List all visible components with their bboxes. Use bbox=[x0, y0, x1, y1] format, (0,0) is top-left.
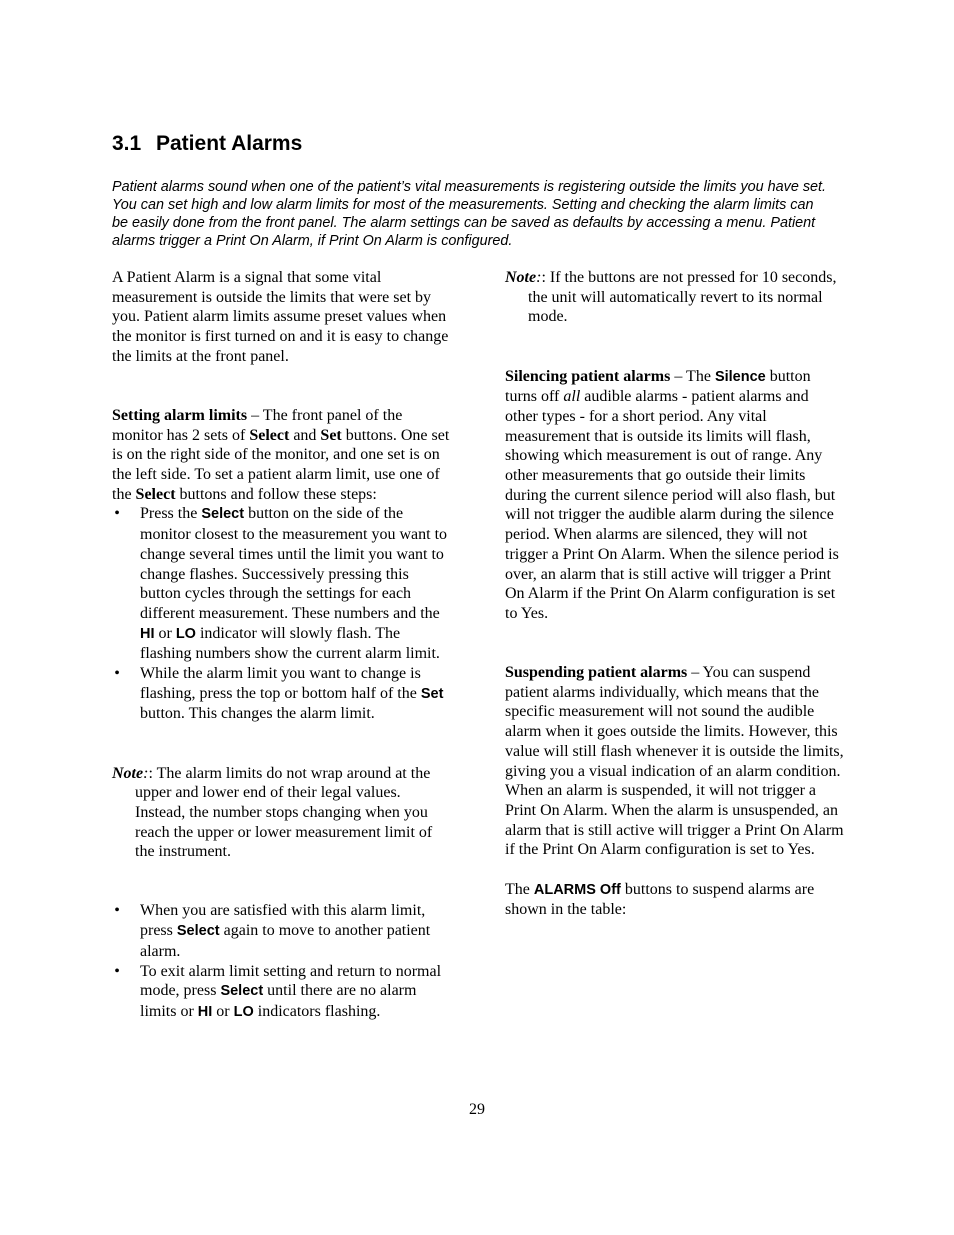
select-term: Select bbox=[249, 426, 290, 444]
intro-paragraph: Patient alarms sound when one of the patient’s vital measurements is registering outside the limits you have set. You can set high and low alarm limits for most of the measurements. Setting and checking the alarm limits can be easily done from the front panel. The alarm settings can be saved as defaults by accessing a menu. Patient alarms trigger a Print On Alarm, if Print On Alarm is configured. bbox=[112, 179, 827, 249]
timeout-note: Note:: If the buttons are not pressed for 10 seconds, the unit will automatically revert to its normal mode. bbox=[505, 269, 837, 326]
list-item: • While the alarm limit you want to change is flashing, press the top or bottom half of the Set button. This changes the alarm limit. bbox=[112, 664, 452, 724]
alarms-off-paragraph: The ALARMS Off buttons to suspend alarms are shown in the table: bbox=[505, 880, 815, 919]
select-term: Select bbox=[135, 485, 176, 503]
wrap-around-note: Note:: The alarm limits do not wrap around at the upper and lower end of their legal values. Instead, the number stops changing when you reach the upper or lower measurement limit of the instrument. bbox=[112, 764, 433, 861]
patient-alarm-definition: A Patient Alarm is a signal that some vital measurement is outside the limits that were set by you. Patient alarm limits assume preset values when the monitor is first turned on and it is easy to change the limits at the front panel. bbox=[112, 269, 449, 365]
exit-steps-list bbox=[112, 901, 452, 1022]
setting-steps-list bbox=[112, 504, 452, 724]
bullet-icon: • bbox=[114, 962, 120, 980]
setting-alarm-limits-title: Setting alarm limits bbox=[112, 406, 248, 424]
lo-indicator-label: LO bbox=[175, 625, 196, 642]
note-label: Note bbox=[112, 764, 144, 782]
bullet-icon: • bbox=[114, 665, 120, 683]
suspending-title: Suspending patient alarms bbox=[505, 664, 688, 682]
select-button-label: Select bbox=[220, 983, 264, 1000]
set-term: Set bbox=[320, 426, 342, 444]
list-item: • Press the Select button on the side of the monitor closest to the measurement you want to change several times until the limit you want to change flashes. Successively pressing this button cycles through the settings for each different measurement. These numbers and the HI or LO indicator will slowly flash. The flashing numbers show the current alarm limit. bbox=[112, 504, 452, 664]
all-emphasis: all bbox=[563, 388, 581, 406]
note-label: Note bbox=[505, 269, 537, 286]
right-column bbox=[505, 268, 845, 920]
select-button-label: Select bbox=[201, 506, 245, 523]
lo-indicator-label: LO bbox=[233, 1003, 254, 1020]
silence-button-label: Silence bbox=[714, 368, 766, 385]
alarms-off-button-label: ALARMS Off bbox=[533, 881, 621, 898]
page-number: 29 bbox=[469, 1101, 485, 1118]
setting-alarm-limits-paragraph: Setting alarm limits – The front panel of the monitor has 2 sets of Select and Set buttons. One set is on the right side of the monitor, and one set is on the left side. To set a patient alarm limit, use one of the Select buttons and follow these steps: bbox=[112, 406, 450, 503]
bullet-icon: • bbox=[114, 902, 120, 920]
left-column bbox=[112, 268, 452, 1023]
bullet-icon: • bbox=[114, 505, 120, 523]
select-button-label: Select bbox=[176, 923, 220, 940]
silencing-paragraph: Silencing patient alarms – The Silence button turns off all audible alarms - patient alarms and other types - for a short period. Any vital measurement that is outside its limits will flash, showing which measurement is out of range. Any other measurements that go outside their limits during the current silence period will also flash, but will not trigger the audible alarm during the silence period. When alarms are silenced, they will not trigger a Print On Alarm. When the silence period is over, an alarm that is still active will trigger a Print On Alarm if the Print On Alarm configuration is set to Yes. bbox=[505, 367, 839, 622]
section-heading bbox=[112, 130, 302, 158]
hi-indicator-label: HI bbox=[197, 1003, 213, 1020]
list-item: • When you are satisfied with this alarm limit, press Select again to move to another patient alarm. bbox=[112, 901, 452, 961]
section-number: 3.1 bbox=[112, 132, 142, 155]
set-button-label: Set bbox=[420, 685, 444, 702]
silencing-title: Silencing patient alarms bbox=[505, 367, 671, 385]
hi-indicator-label: HI bbox=[140, 625, 155, 642]
list-item: • To exit alarm limit setting and return to normal mode, press Select until there are no alarm limits or HI or LO indicators flashing. bbox=[112, 962, 452, 1023]
section-title: Patient Alarms bbox=[156, 132, 303, 155]
suspending-paragraph: Suspending patient alarms – You can suspend patient alarms individually, which means that the specific measurement will not sound the audible alarm when it goes outside the limits. However, this value will still flash whenever it is outside the limits, giving you a visual indication of an alarm condition. When an alarm is suspended, it will not trigger a Print On Alarm. When the alarm is unsuspended, an alarm that is still active will trigger a Print On Alarm if the Print On Alarm configuration is set to Yes. bbox=[505, 664, 844, 859]
